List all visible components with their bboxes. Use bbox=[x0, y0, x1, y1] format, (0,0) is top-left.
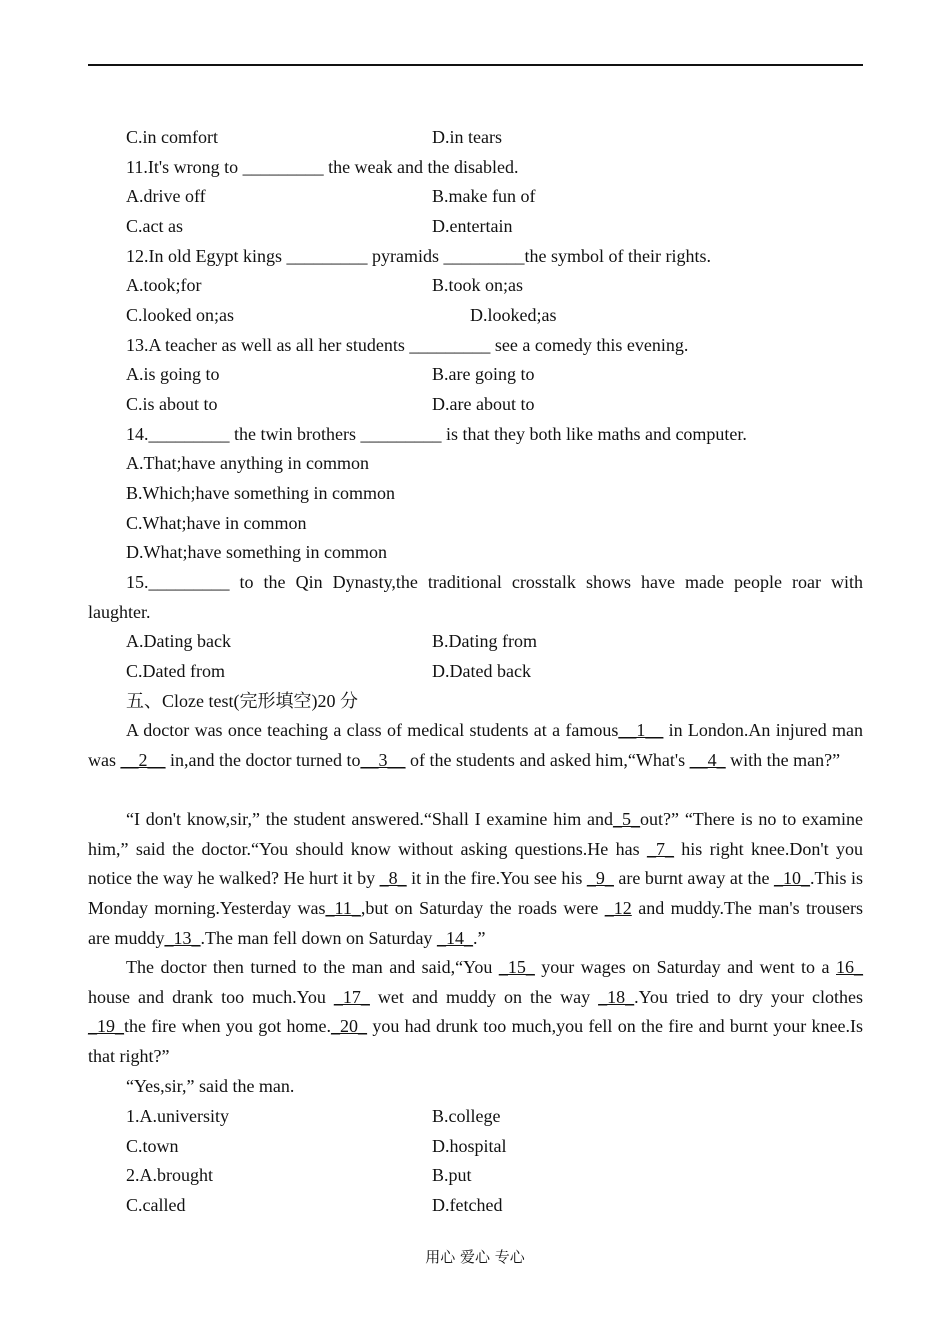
cloze2-option-d: D.fetched bbox=[432, 1195, 503, 1215]
blank-17: _17_ bbox=[333, 986, 370, 1007]
q15-stem: 15._________ to the Qin Dynasty,the traditional crosstalk shows have made people roar with bbox=[126, 572, 863, 592]
blank-10: _10_ bbox=[773, 868, 810, 889]
q15-option-a: A.Dating back bbox=[126, 631, 231, 651]
q13-stem: 13.A teacher as well as all her students _________ see a comedy this evening. bbox=[126, 335, 689, 355]
q11-option-b: B.make fun of bbox=[432, 186, 536, 206]
cloze2-option-a: 2.A.brought bbox=[126, 1165, 213, 1185]
q12-option-d: D.looked;as bbox=[470, 305, 557, 325]
q15-option-d: D.Dated back bbox=[432, 661, 531, 681]
q14-option-c: C.What;have in common bbox=[126, 513, 307, 533]
q14-stem: 14._________ the twin brothers _________ is that they both like maths and computer. bbox=[126, 424, 747, 444]
q12-option-a: A.took;for bbox=[126, 275, 202, 295]
blank-8: _8_ bbox=[379, 868, 407, 889]
blank-3: __3__ bbox=[360, 749, 406, 770]
blank-9: _9_ bbox=[586, 868, 614, 889]
q14-option-b: B.Which;have something in common bbox=[126, 483, 395, 503]
page-footer: 用心 爱心 专心 bbox=[425, 1248, 525, 1266]
q15-stem-cont: laughter. bbox=[88, 602, 151, 622]
q14-option-d: D.What;have something in common bbox=[126, 542, 387, 562]
q12-stem: 12.In old Egypt kings _________ pyramids _________the symbol of their rights. bbox=[126, 246, 711, 266]
cloze2-option-b: B.put bbox=[432, 1165, 472, 1185]
blank-19: _19_ bbox=[88, 1016, 124, 1037]
cloze2-option-c: C.called bbox=[126, 1195, 186, 1215]
blank-11: _11_ bbox=[325, 898, 361, 919]
q13-option-b: B.are going to bbox=[432, 364, 535, 384]
header-rule bbox=[88, 64, 863, 66]
q13-option-c: C.is about to bbox=[126, 394, 218, 414]
passage-paragraph-3: The doctor then turned to the man and said,“You _15_ your wages on Saturday and went to a 16_ house and drank too much.You _17_ wet and muddy on the way _18_.You tried to dry your clothes _19_the fire when you got home._20_ you had drunk too much,you fell on the fire and burnt your knee.Is that right?” bbox=[88, 957, 864, 1067]
blank-14: _14_ bbox=[436, 927, 473, 948]
blank-1: __1__ bbox=[618, 720, 664, 740]
blank-5: _5_ bbox=[613, 809, 641, 829]
section-heading: 五、Cloze test(完形填空)20 分 bbox=[126, 691, 358, 711]
q15-option-b: B.Dating from bbox=[432, 631, 537, 651]
cloze1-option-c: C.town bbox=[126, 1136, 179, 1156]
cloze1-option-d: D.hospital bbox=[432, 1136, 507, 1156]
q11-option-c: C.act as bbox=[126, 216, 183, 236]
q11-option-d: D.entertain bbox=[432, 216, 513, 236]
q13-option-a: A.is going to bbox=[126, 364, 220, 384]
q11-stem: 11.It's wrong to _________ the weak and the disabled. bbox=[126, 157, 519, 177]
passage-paragraph-1: A doctor was once teaching a class of medical students at a famous__1__ in London.An injured man was __2__ in,and the doctor turned to__3__ of the students and asked him,“What's __4_ with the man?” bbox=[88, 720, 863, 770]
blank-15: _15_ bbox=[498, 957, 535, 977]
q11-option-a: A.drive off bbox=[126, 186, 206, 206]
q10-option-d: D.in tears bbox=[432, 127, 502, 147]
blank-2: __2__ bbox=[120, 749, 166, 770]
q14-option-a: A.That;have anything in common bbox=[126, 453, 369, 473]
passage-paragraph-4: “Yes,sir,” said the man. bbox=[126, 1076, 295, 1096]
blank-20: _20_ bbox=[331, 1016, 368, 1037]
blank-13: _13_ bbox=[164, 927, 201, 948]
q13-option-d: D.are about to bbox=[432, 394, 535, 414]
blank-4: __4_ bbox=[689, 749, 726, 770]
q10-option-c: C.in comfort bbox=[126, 127, 218, 147]
blank-12: _12 bbox=[604, 898, 632, 919]
q12-option-c: C.looked on;as bbox=[126, 305, 234, 325]
cloze1-option-a: 1.A.university bbox=[126, 1106, 229, 1126]
cloze1-option-b: B.college bbox=[432, 1106, 501, 1126]
passage-paragraph-2: “I don't know,sir,” the student answered.“Shall I examine him and_5_out?” “There is no to examine him,” said the doctor.“You should know without asking questions.He has _7_ his right knee.Don't you notice the way he walked? He hurt it by _8_ it in the fire.You see his _9_ are burnt away at the _10_.This is Monday morning.Yesterday was_11_,but on Saturday the roads were _12 and muddy.The man's trousers are muddy_13_.The man fell down on Saturday _14_.” bbox=[88, 809, 863, 948]
q12-option-b: B.took on;as bbox=[432, 275, 524, 295]
blank-16: 16_ bbox=[836, 957, 863, 977]
blank-7: _7_ bbox=[646, 838, 674, 859]
q15-option-c: C.Dated from bbox=[126, 661, 225, 681]
blank-18: _18_ bbox=[598, 986, 635, 1007]
